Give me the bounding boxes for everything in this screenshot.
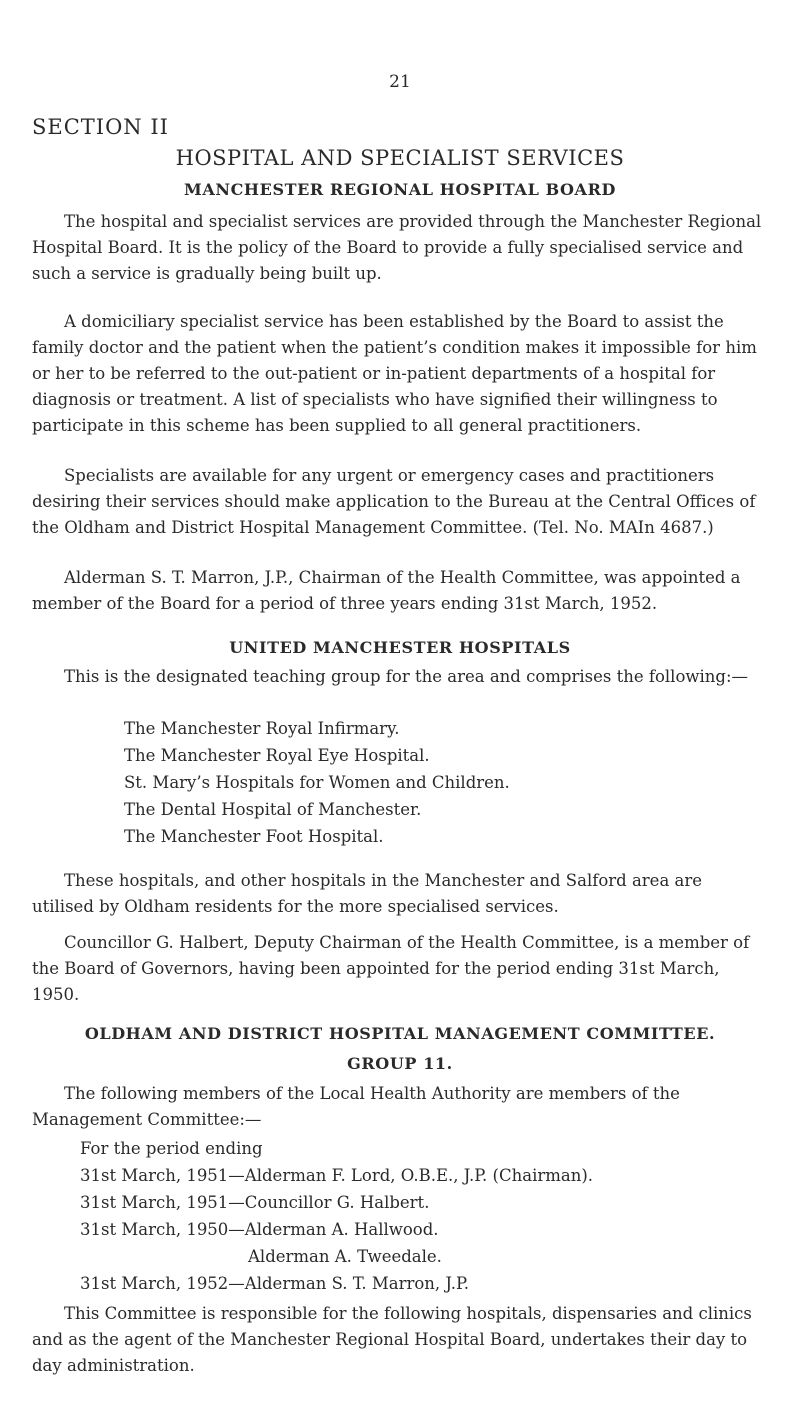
- oldham-closing: This Committee is responsible for the following hospitals, dispensaries and clinics and as the agent of the Manchester Regional Hospital Board, undertakes their day to day administration.: [32, 1304, 752, 1375]
- committee-members: [80, 1135, 593, 1297]
- list-item: Alderman A. Tweedale.: [248, 1247, 442, 1266]
- board-paragraph-2: A domiciliary specialist service has been established by the Board to assist the family doctor and the patient when the patient’s condition makes it impossible for him or her to be referred to the out-patient or in-patient departments of a hospital for diagnosis or treatment. A list of specialists who have signified their willingness to participate in this scheme has been supplied to all general practitioners.: [32, 312, 757, 435]
- oldham-heading: OLDHAM AND DISTRICT HOSPITAL MANAGEMENT COMMITTEE.: [84, 1024, 716, 1043]
- list-item: The Manchester Royal Infirmary.: [124, 719, 400, 738]
- list-item: 31st March, 1952—Alderman S. T. Marron, J.P.: [80, 1274, 469, 1293]
- united-heading: UNITED MANCHESTER HOSPITALS: [229, 638, 571, 657]
- list-item: 31st March, 1951—Councillor G. Halbert.: [80, 1193, 430, 1212]
- list-item: 31st March, 1950—Alderman A. Hallwood.: [80, 1220, 439, 1239]
- list-item: For the period ending: [80, 1139, 263, 1158]
- list-item: 31st March, 1951—Alderman F. Lord, O.B.E., J.P. (Chairman).: [80, 1166, 594, 1185]
- board-heading: MANCHESTER REGIONAL HOSPITAL BOARD: [184, 180, 616, 199]
- section-label: SECTION II: [32, 115, 169, 139]
- board-paragraph-4: Alderman S. T. Marron, J.P., Chairman of the Health Committee, was appointed a member of the Board for a period of three years ending 31st March, 1952.: [32, 568, 741, 613]
- list-item: The Manchester Foot Hospital.: [124, 827, 384, 846]
- hospital-list: [124, 715, 510, 850]
- list-item: St. Mary’s Hospitals for Women and Children.: [124, 773, 510, 792]
- board-paragraph-1: The hospital and specialist services are provided through the Manchester Regional Hospital Board. It is the policy of the Board to provide a fully specialised service and such a service is gradually being built up.: [32, 212, 762, 283]
- list-item: The Manchester Royal Eye Hospital.: [124, 746, 430, 765]
- oldham-subheading: GROUP 11.: [347, 1054, 453, 1073]
- oldham-intro: The following members of the Local Health Authority are members of the Management Committee:—: [32, 1084, 680, 1129]
- list-item: The Dental Hospital of Manchester.: [124, 800, 422, 819]
- page-number: 21: [389, 72, 411, 92]
- united-paragraph-2: Councillor G. Halbert, Deputy Chairman of the Health Committee, is a member of the Board of Governors, having been appointed for the period ending 31st March, 1950.: [32, 933, 750, 1004]
- main-heading: HOSPITAL AND SPECIALIST SERVICES: [175, 146, 625, 170]
- board-paragraph-3: Specialists are available for any urgent or emergency cases and practitioners desiring their services should make application to the Bureau at the Central Offices of the Oldham and District Hospital Management Committee. (Tel. No. MAIn 4687.): [32, 466, 756, 537]
- united-paragraph-1: These hospitals, and other hospitals in the Manchester and Salford area are utilised by Oldham residents for the more specialised services.: [32, 871, 703, 916]
- united-intro: This is the designated teaching group for the area and comprises the following:—: [64, 667, 749, 686]
